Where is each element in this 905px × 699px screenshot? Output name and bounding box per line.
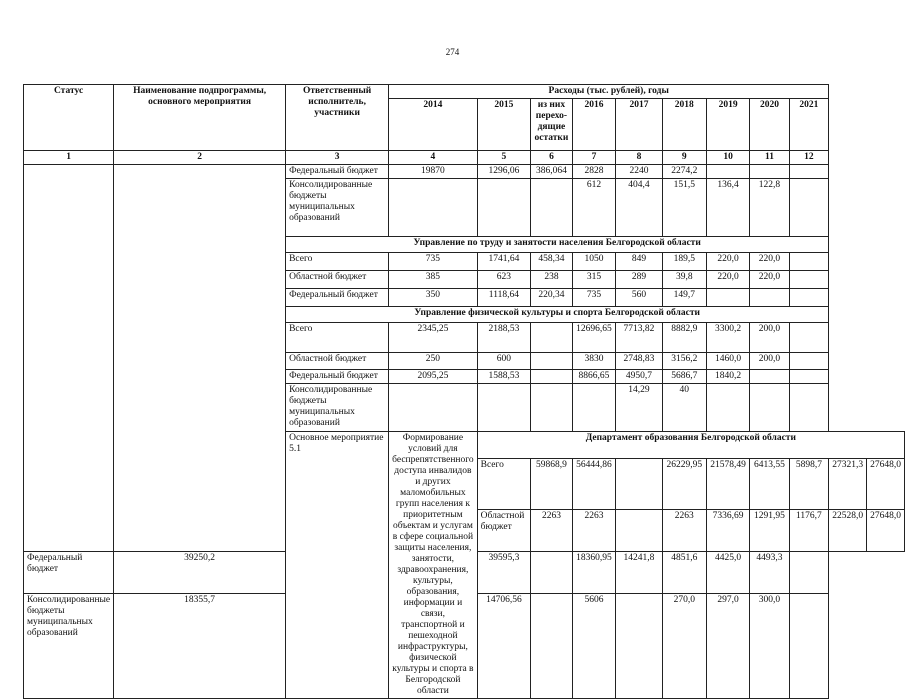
value-cell: 26229,95 — [662, 459, 706, 510]
value-cell: 8866,65 — [572, 370, 616, 384]
value-cell: 289 — [616, 271, 662, 289]
value-cell: 14,29 — [616, 384, 662, 432]
year-2016: 2016 — [572, 99, 616, 151]
value-cell — [616, 509, 662, 551]
section-title: Управление по труду и занятости населения Белгородской области — [286, 237, 829, 253]
value-cell: 1291,95 — [750, 509, 789, 551]
value-cell: 7713,82 — [616, 323, 662, 353]
value-cell: 56444,86 — [572, 459, 616, 510]
value-cell: 5898,7 — [789, 459, 829, 510]
value-cell: 270,0 — [662, 594, 706, 699]
col-number: 10 — [706, 151, 750, 165]
row-label: Областной бюджет — [286, 353, 389, 370]
value-cell: 238 — [531, 271, 573, 289]
value-cell: 27648,0 — [867, 459, 905, 510]
value-cell: 220,0 — [706, 271, 750, 289]
value-cell: 4851,6 — [662, 551, 706, 593]
year-carryover: из них перехо-дящие остатки — [531, 99, 573, 151]
value-cell — [477, 179, 531, 237]
value-cell: 220,0 — [750, 271, 789, 289]
budget-table — [23, 84, 905, 699]
col-number: 3 — [286, 151, 389, 165]
value-cell — [706, 289, 750, 307]
value-cell — [750, 384, 789, 432]
header-row — [24, 85, 905, 99]
value-cell: 1176,7 — [789, 509, 829, 551]
value-cell — [789, 551, 829, 593]
value-cell — [706, 384, 750, 432]
row-label: Областной бюджет — [477, 509, 531, 551]
col-number: 4 — [389, 151, 477, 165]
value-cell — [789, 384, 829, 432]
value-cell: 3830 — [572, 353, 616, 370]
value-cell — [789, 289, 829, 307]
col-number: 2 — [114, 151, 286, 165]
value-cell: 5686,7 — [662, 370, 706, 384]
value-cell: 3300,2 — [706, 323, 750, 353]
value-cell — [789, 165, 829, 179]
col-number: 5 — [477, 151, 531, 165]
value-cell: 122,8 — [750, 179, 789, 237]
value-cell: 12696,65 — [572, 323, 616, 353]
value-cell: 1588,53 — [477, 370, 531, 384]
value-cell: 1296,06 — [477, 165, 531, 179]
value-cell: 8882,9 — [662, 323, 706, 353]
value-cell: 39,8 — [662, 271, 706, 289]
row-label: Консолидированные бюджеты муниципальных образований — [286, 179, 389, 237]
row-label: Всего — [286, 253, 389, 271]
value-cell: 560 — [616, 289, 662, 307]
value-cell: 385 — [389, 271, 477, 289]
status-cell-empty — [24, 165, 114, 552]
activity-name: Формирование условий для беспрепятственного доступа инвалидов и других маломобильных групп населения к приоритетным объектам и услугам в сфере социальной защиты населения, занятости, здравоохранения, культуры, образования, информации и связи, транспортной и пешеходной инфраструктуры, физической культуры и спорта в Белгородской области — [389, 432, 477, 699]
value-cell: 2263 — [531, 509, 573, 551]
value-cell: 458,34 — [531, 253, 573, 271]
value-cell — [531, 594, 573, 699]
value-cell: 2188,53 — [477, 323, 531, 353]
value-cell: 4950,7 — [616, 370, 662, 384]
value-cell: 1050 — [572, 253, 616, 271]
year-2019: 2019 — [706, 99, 750, 151]
value-cell — [616, 459, 662, 510]
value-cell: 386,064 — [531, 165, 573, 179]
header-responsible: Ответственный исполнитель, участники — [286, 85, 389, 151]
value-cell: 600 — [477, 353, 531, 370]
section-title: Управление физической культуры и спорта Белгородской области — [286, 307, 829, 323]
value-cell — [616, 594, 662, 699]
value-cell: 21578,49 — [706, 459, 750, 510]
col-number: 7 — [572, 151, 616, 165]
row-label: Федеральный бюджет — [286, 370, 389, 384]
value-cell — [789, 594, 829, 699]
value-cell — [531, 353, 573, 370]
section-title: Департамент образования Белгородской области — [477, 432, 904, 459]
value-cell — [477, 384, 531, 432]
value-cell: 18360,95 — [572, 551, 616, 593]
value-cell: 250 — [389, 353, 477, 370]
value-cell: 151,5 — [662, 179, 706, 237]
year-2014: 2014 — [389, 99, 477, 151]
value-cell: 315 — [572, 271, 616, 289]
value-cell: 22528,0 — [829, 509, 867, 551]
value-cell: 59868,9 — [531, 459, 573, 510]
value-cell — [389, 384, 477, 432]
value-cell: 2748,83 — [616, 353, 662, 370]
value-cell: 189,5 — [662, 253, 706, 271]
col-number: 12 — [789, 151, 829, 165]
row-label: Консолидированные бюджеты муниципальных образований — [286, 384, 389, 432]
value-cell: 136,4 — [706, 179, 750, 237]
value-cell: 220,0 — [706, 253, 750, 271]
value-cell: 7336,69 — [706, 509, 750, 551]
value-cell — [789, 323, 829, 353]
value-cell — [389, 179, 477, 237]
year-2021: 2021 — [789, 99, 829, 151]
value-cell — [750, 289, 789, 307]
col-number: 1 — [24, 151, 114, 165]
value-cell: 2263 — [572, 509, 616, 551]
row-label: Федеральный бюджет — [286, 289, 389, 307]
value-cell: 623 — [477, 271, 531, 289]
row-label: Федеральный бюджет — [286, 165, 389, 179]
row-label: Федеральный бюджет — [24, 551, 114, 593]
value-cell: 735 — [389, 253, 477, 271]
value-cell: 27321,3 — [829, 459, 867, 510]
value-cell: 1460,0 — [706, 353, 750, 370]
value-cell: 39595,3 — [477, 551, 531, 593]
value-cell — [531, 323, 573, 353]
status-cell: Основное мероприятие 5.1 — [286, 432, 389, 699]
value-cell: 1840,2 — [706, 370, 750, 384]
value-cell: 350 — [389, 289, 477, 307]
value-cell — [531, 179, 573, 237]
year-2018: 2018 — [662, 99, 706, 151]
value-cell: 220,0 — [750, 253, 789, 271]
value-cell — [572, 384, 616, 432]
value-cell: 200,0 — [750, 323, 789, 353]
value-cell: 14706,56 — [477, 594, 531, 699]
value-cell — [531, 384, 573, 432]
value-cell — [531, 370, 573, 384]
column-numbers-row — [24, 151, 905, 165]
row-label: Всего — [477, 459, 531, 510]
value-cell: 735 — [572, 289, 616, 307]
value-cell — [789, 253, 829, 271]
value-cell: 2263 — [662, 509, 706, 551]
value-cell: 2240 — [616, 165, 662, 179]
value-cell: 27648,0 — [867, 509, 905, 551]
year-2020: 2020 — [750, 99, 789, 151]
value-cell — [750, 370, 789, 384]
value-cell: 300,0 — [750, 594, 789, 699]
value-cell: 6413,55 — [750, 459, 789, 510]
col-number: 11 — [750, 151, 789, 165]
value-cell: 404,4 — [616, 179, 662, 237]
value-cell: 1118,64 — [477, 289, 531, 307]
value-cell: 5606 — [572, 594, 616, 699]
value-cell — [789, 353, 829, 370]
value-cell: 1741,64 — [477, 253, 531, 271]
value-cell — [531, 551, 573, 593]
value-cell: 149,7 — [662, 289, 706, 307]
value-cell: 4493,3 — [750, 551, 789, 593]
value-cell: 19870 — [389, 165, 477, 179]
page-number: 274 — [445, 47, 460, 57]
value-cell: 3156,2 — [662, 353, 706, 370]
value-cell — [789, 179, 829, 237]
value-cell: 2345,25 — [389, 323, 477, 353]
row-label: Всего — [286, 323, 389, 353]
year-2017: 2017 — [616, 99, 662, 151]
value-cell — [789, 271, 829, 289]
value-cell: 297,0 — [706, 594, 750, 699]
value-cell: 220,34 — [531, 289, 573, 307]
value-cell: 2828 — [572, 165, 616, 179]
value-cell: 849 — [616, 253, 662, 271]
row-label: Областной бюджет — [286, 271, 389, 289]
header-name: Наименование подпрограммы, основного мероприятия — [114, 85, 286, 151]
value-cell: 2095,25 — [389, 370, 477, 384]
header-status: Статус — [24, 85, 114, 151]
name-cell-empty — [114, 165, 286, 552]
value-cell: 4425,0 — [706, 551, 750, 593]
value-cell: 39250,2 — [114, 551, 286, 593]
header-expenses: Расходы (тыс. рублей), годы — [389, 85, 829, 99]
value-cell: 612 — [572, 179, 616, 237]
value-cell: 18355,7 — [114, 594, 286, 699]
value-cell: 2274,2 — [662, 165, 706, 179]
table-row — [24, 165, 905, 179]
col-number: 8 — [616, 151, 662, 165]
col-number: 9 — [662, 151, 706, 165]
row-label: Консолидированные бюджеты муниципальных образований — [24, 594, 114, 699]
col-number: 6 — [531, 151, 573, 165]
value-cell — [706, 165, 750, 179]
year-2015: 2015 — [477, 99, 531, 151]
value-cell: 200,0 — [750, 353, 789, 370]
value-cell: 40 — [662, 384, 706, 432]
value-cell — [750, 165, 789, 179]
value-cell — [789, 370, 829, 384]
value-cell: 14241,8 — [616, 551, 662, 593]
